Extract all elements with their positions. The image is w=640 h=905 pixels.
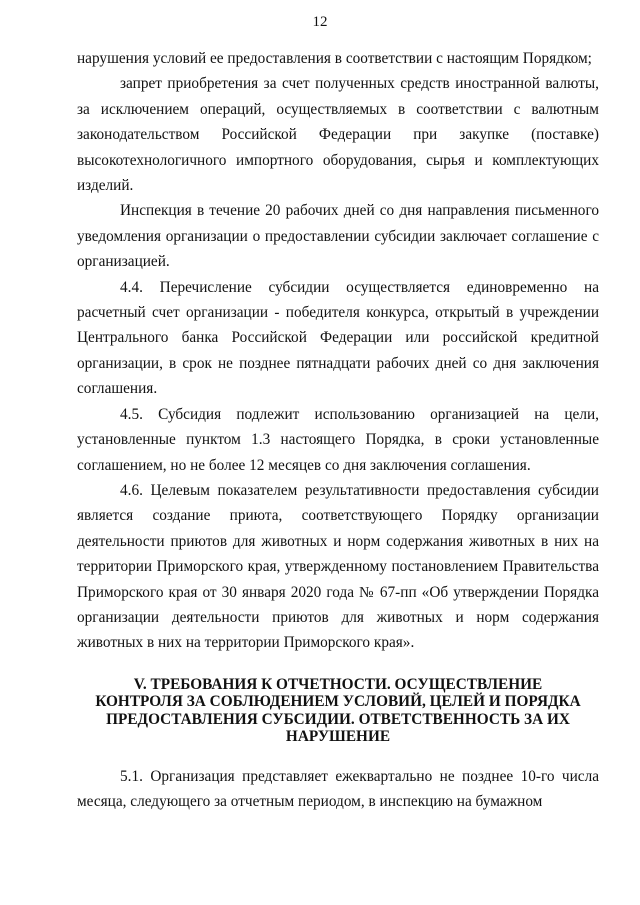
paragraph-4-5: 4.5. Субсидия подлежит использованию организацией на цели, установленные пунктом 1.3 настоящего Порядка, в сроки установленные соглашением, но не более 12 месяцев со дня заключения соглашения. bbox=[77, 405, 599, 474]
paragraph-inspection-agreement: Инспекция в течение 20 рабочих дней со дня направления письменного уведомления организации о предоставлении субсидии заключает соглашение с организацией. bbox=[77, 202, 599, 271]
paragraph-violation-conditions: нарушения условий ее предоставления в соответствии с настоящим Порядком; bbox=[77, 50, 592, 67]
document-body bbox=[77, 46, 599, 815]
paragraph-4-6: 4.6. Целевым показателем результативности предоставления субсидии является создание приюта, соответствующего Порядку организации деятельности приютов для животных и норм содержания животных в них на территории Приморского края, утвержденному постановлением Правительства Приморского края от 30 января 2020 года № 67-пп «Об утверждении Порядка организации деятельности приютов для животных и норм содержания животных в них на территории Приморского края». bbox=[77, 481, 599, 652]
page-number: 12 bbox=[312, 14, 328, 30]
paragraph-currency-ban: запрет приобретения за счет полученных средств иностранной валюты, за исключением операций, осуществляемых в соответствии с валютным законодательством Российской Федерации при закупке (поставке) высокотехнологичного импортного оборудования, сырья и комплектующих изделий. bbox=[77, 75, 599, 195]
paragraph-5-1: 5.1. Организация представляет ежеквартально не позднее 10-го числа месяца, следующего за отчетным периодом, в инспекцию на бумажном bbox=[77, 767, 599, 811]
paragraph-4-4: 4.4. Перечисление субсидии осуществляется единовременно на расчетный счет организации - победителя конкурса, открытый в учреждении Центрального банка Российской Федерации или российской кредитной организации, в срок не позднее пятнадцати рабочих дней со дня заключения соглашения. bbox=[77, 278, 599, 398]
section-heading-v: V. ТРЕБОВАНИЯ К ОТЧЕТНОСТИ. ОСУЩЕСТВЛЕНИЕ КОНТРОЛЯ ЗА СОБЛЮДЕНИЕМ УСЛОВИЙ, ЦЕЛЕЙ И ПОРЯДКА ПРЕДОСТАВЛЕНИЯ СУБСИДИИ. ОТВЕТСТВЕННОСТЬ ЗА ИХ НАРУШЕНИЕ bbox=[95, 675, 581, 746]
